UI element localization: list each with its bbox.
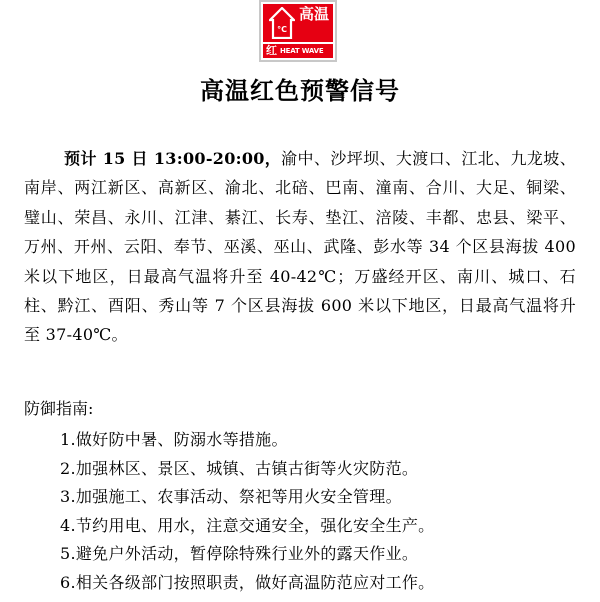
page-title: 高温红色预警信号 (200, 77, 400, 105)
guide-item: 6.相关各级部门按照职责，做好高温防范应对工作。 (60, 572, 435, 592)
badge-main-text: 高温 (298, 5, 329, 23)
forecast-body: 渝中、沙坪坝、大渡口、江北、九龙坡、南岸、两江新区、高新区、渝北、北碚、巴南、潼南、合川、大足、铜梁、璧山、荣昌、永川、江津、綦江、长寿、垫江、涪陵、丰都、忠县、梁平、万州、开州、云阳、奉节、巫溪、巫山、武隆、彭水等 34 个区县海拔 400 米以下地区，日最高气温将升至 40-42℃；万盛经开区、南川、城口、石柱、黔江、酉阳、秀山等 7 个区县海拔 600 米以下地区，日最高气温将升至 37-40℃。 (24, 149, 576, 345)
badge-thermometer-unit: °C (277, 25, 287, 34)
guide-heading: 防御指南: (24, 399, 94, 418)
forecast-paragraph (24, 144, 576, 350)
badge-level-text: 红 (266, 44, 277, 57)
badge-top-panel (263, 4, 333, 42)
guide-item: 1.做好防中暑、防溺水等措施。 (60, 430, 288, 449)
forecast-lead: 预计 15 日 13:00-20:00， (64, 149, 282, 168)
thermometer-house-icon (269, 7, 295, 39)
guide-item: 4.节约用电、用水，注意交通安全，强化安全生产。 (60, 515, 435, 535)
badge-bottom-strip (263, 44, 333, 58)
guide-item: 3.加强施工、农事活动、祭祀等用火安全管理。 (60, 487, 402, 507)
heat-wave-warning-badge (259, 0, 337, 62)
guide-item: 5.避免户外活动，暂停除特殊行业外的露天作业。 (60, 544, 419, 564)
badge-english-text: HEAT WAVE (280, 47, 324, 55)
guide-list (60, 426, 434, 598)
guide-item: 2.加强林区、景区、城镇、古镇古街等火灾防范。 (60, 458, 419, 478)
